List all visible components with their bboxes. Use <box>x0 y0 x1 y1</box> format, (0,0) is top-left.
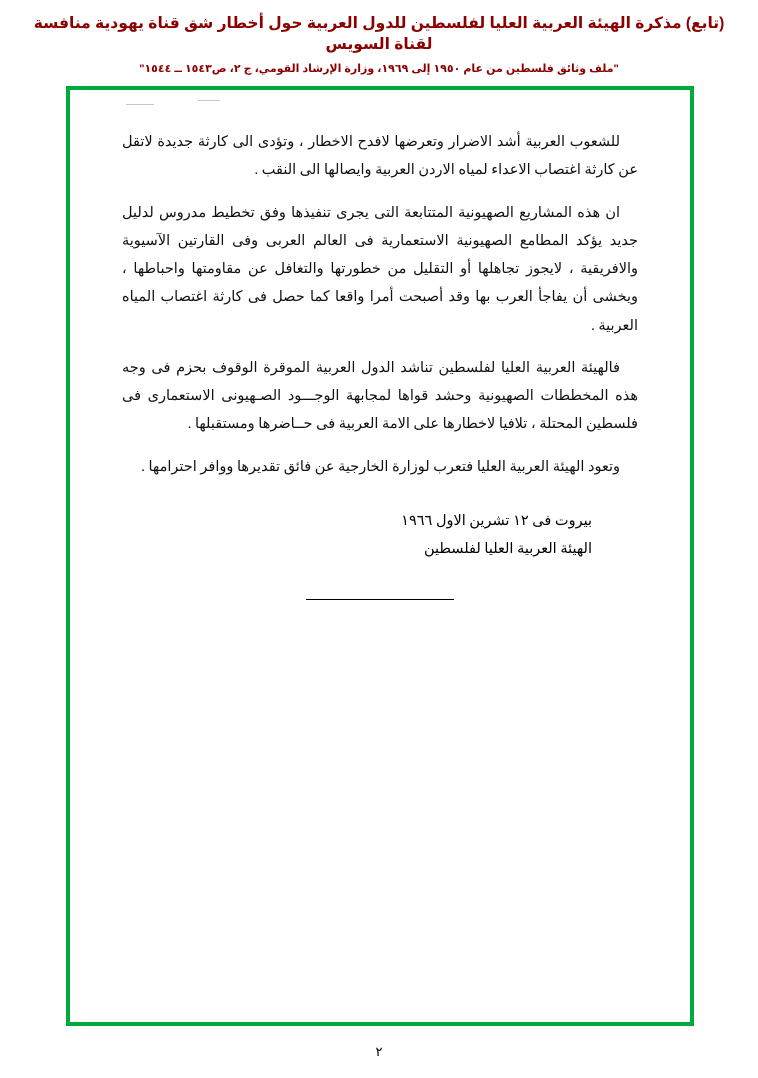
horizontal-rule <box>306 599 454 600</box>
signature-block <box>122 507 638 564</box>
paragraph: ان هذه المشاريع الصهيونية المتتابعة التى يجرى تنفيذها وفق تخطيط مدروس لدليل جديد يؤكد المطامع الصهيونية الاستعمارية فى العالم العربى وفى القارتين الآسيوية والافريقية ، لايجوز تجاهلها أو التقليل من خطورتها والتغافل عن مقاومتها واحباطها ، ويخشى أن يفاجأ العرب بها وقد أصبحت أمرا واقعا كما حصل فى كارثة اغتصاب المياه العربية . <box>122 204 638 334</box>
page-number: ٢ <box>375 1044 383 1059</box>
page-title: (تابع) مذكرة الهيئة العربية العليا لفلسطين للدول العربية حول أخطار شق قناة يهودية منافسة لقناة السويس <box>33 15 725 53</box>
paragraph: وتعود الهيئة العربية العليا فتعرب لوزارة الخارجية عن فائق تقديرها ووافر احترامها . <box>141 458 620 475</box>
signature-place-date: بيروت فى ١٢ تشرين الاول ١٩٦٦ <box>401 512 592 529</box>
paragraph: فالهيئة العربية العليا لفلسطين تناشد الدول العربية الموقرة الوقوف بحزم فى وجه هذه المخططات الصهيونية وحشد قواها لمجابهة الوجـــود الصـهيونى الاستعمارى فى فلسطين المحتلة ، تلافيا لاخطارها على الامة العربية فى حــاضرها ومستقبلها . <box>122 359 638 433</box>
signature-authority: الهيئة العربية العليا لفلسطين <box>424 541 592 558</box>
scan-artifact <box>198 100 220 101</box>
paragraph: للشعوب العربية أشد الاضرار وتعرضها لافدح الاخطار ، وتؤدى الى كارثة جديدة لاتقل عن كارثة اغتصاب الاعداء لمياه الاردن العربية وايصالها الى النقب . <box>122 134 638 179</box>
document-frame <box>66 86 694 1026</box>
document-body <box>70 90 690 1022</box>
scan-artifact <box>126 104 154 105</box>
body-text-block <box>122 128 638 481</box>
document-header <box>0 0 758 77</box>
source-citation: "ملف وثائق فلسطين من عام ١٩٥٠ إلى ١٩٦٩، وزارة الإرشاد القومي، ج ٢، ص١٥٤٣ ــ ١٥٤٤" <box>139 62 619 75</box>
